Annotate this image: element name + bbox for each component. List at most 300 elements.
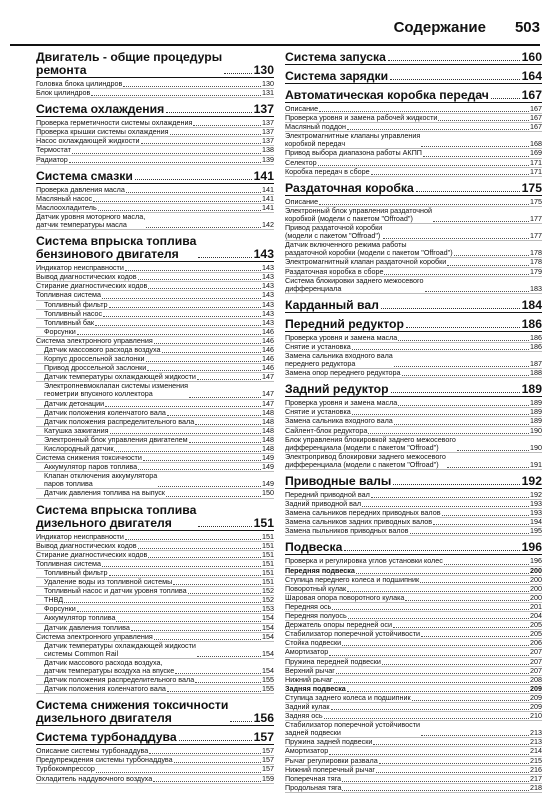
section-title-row[interactable] xyxy=(36,504,274,530)
entry-title: Форсунки xyxy=(44,604,76,614)
dot-leader xyxy=(457,450,529,451)
entry-title: Система блокировки заднего межосевого дифференциала xyxy=(285,275,424,293)
section-title-row[interactable] xyxy=(285,70,542,83)
toc-entry[interactable] xyxy=(36,587,274,596)
entry-page-number: 143 xyxy=(262,317,274,327)
toc-column-right xyxy=(285,51,542,798)
section-title: Двигатель - общие процедуры ремонта xyxy=(36,50,223,77)
section-title-row[interactable] xyxy=(36,170,274,183)
entry-title: Коробка передач в сборе xyxy=(285,166,370,176)
toc-entry[interactable] xyxy=(36,489,274,498)
entry-title: Передняя полуось xyxy=(285,611,347,621)
dot-leader xyxy=(390,79,520,80)
entry-title: Датчик температуры охлаждающей жидкости системы Common Rail xyxy=(44,640,196,658)
dot-leader xyxy=(224,73,252,74)
entry-title: Электромагнитный клапан раздаточной коробки xyxy=(285,257,447,267)
entry-page-number: 206 xyxy=(530,638,542,648)
toc-entry[interactable] xyxy=(285,207,542,224)
toc-entry[interactable] xyxy=(285,775,542,784)
entry-page-number: 178 xyxy=(530,248,542,258)
section-title-row[interactable] xyxy=(285,51,542,64)
entry-title: Передняя подвеска xyxy=(285,565,355,575)
section-page-number: 141 xyxy=(253,168,274,183)
toc-column-left xyxy=(36,51,274,789)
entry-title: Проверка герметичности системы охлаждения xyxy=(36,118,193,128)
entry-page-number: 143 xyxy=(262,290,274,300)
dot-leader xyxy=(410,533,530,534)
entry-title: Электропневмоклапан системы изменения геометрии впускного коллектора xyxy=(44,381,189,399)
dot-leader xyxy=(131,630,261,631)
entry-page-number: 192 xyxy=(530,490,542,499)
entry-page-number: 186 xyxy=(530,341,542,351)
entry-page-number: 147 xyxy=(262,372,274,382)
dot-leader xyxy=(421,735,529,736)
dot-leader xyxy=(198,257,251,258)
entry-page-number: 151 xyxy=(262,540,274,550)
section-page-number: 164 xyxy=(521,69,542,83)
entry-title: Стойка подвески xyxy=(285,638,342,648)
entry-page-number: 208 xyxy=(530,674,542,684)
dot-leader xyxy=(394,366,529,367)
section-page-number: 184 xyxy=(521,297,542,312)
entry-title: Охладитель наддувочного воздуха xyxy=(36,773,153,783)
dot-leader xyxy=(444,564,529,565)
toc-entry[interactable] xyxy=(36,213,274,230)
toc-entry[interactable] xyxy=(285,527,542,536)
section-page-number: 186 xyxy=(521,316,542,331)
section-title: Система снижения токсичности дизельного двигателя xyxy=(36,698,229,726)
dot-leader xyxy=(193,125,261,126)
section-title: Система турбонаддува xyxy=(36,730,177,745)
toc-entry[interactable] xyxy=(36,156,274,165)
section-page-number: 143 xyxy=(253,247,274,262)
dot-leader xyxy=(102,298,261,299)
section-title-row[interactable] xyxy=(36,103,274,116)
section-heading xyxy=(285,475,542,489)
toc-entry[interactable] xyxy=(36,685,274,694)
dot-leader xyxy=(412,700,529,701)
toc-entry[interactable] xyxy=(36,659,274,676)
section-title-row[interactable] xyxy=(36,51,274,77)
toc-entry[interactable] xyxy=(285,703,542,712)
entry-page-number: 141 xyxy=(262,202,274,212)
dot-leader xyxy=(167,691,261,692)
dot-leader xyxy=(394,424,529,425)
dot-leader xyxy=(138,548,261,549)
dot-leader xyxy=(393,627,529,628)
section-title-row[interactable] xyxy=(285,299,542,312)
section-title-row[interactable] xyxy=(36,699,274,725)
entry-page-number: 209 xyxy=(530,683,542,693)
entry-title: Проверка уровня и замена рабочей жидкости xyxy=(285,113,438,123)
entry-page-number: 189 xyxy=(530,398,542,408)
entry-page-number: 139 xyxy=(262,154,274,164)
dot-leader xyxy=(143,460,261,461)
section-title: Система охлаждения xyxy=(36,102,165,117)
toc-entry[interactable] xyxy=(285,721,542,738)
entry-page-number: 154 xyxy=(262,665,274,675)
toc-entry[interactable] xyxy=(36,472,274,489)
dot-leader xyxy=(197,656,261,657)
entry-page-number: 207 xyxy=(530,647,542,657)
entry-title: Держатель опоры передней оси xyxy=(285,620,392,630)
section-title: Система запуска xyxy=(285,50,386,64)
entry-title: Предупреждения системы турбонаддува xyxy=(36,755,173,765)
entry-page-number: 137 xyxy=(262,136,274,146)
dot-leader xyxy=(398,405,529,406)
section-title-row[interactable] xyxy=(285,541,542,554)
entry-page-number: 216 xyxy=(530,764,542,774)
entry-page-number: 187 xyxy=(530,359,542,369)
entry-page-number: 130 xyxy=(262,79,274,88)
section-title-row[interactable] xyxy=(285,318,542,331)
entry-page-number: 189 xyxy=(530,407,542,417)
dot-leader xyxy=(447,265,529,266)
dot-leader xyxy=(77,611,261,612)
dot-leader xyxy=(77,334,261,335)
entry-page-number: 143 xyxy=(262,308,274,318)
entry-page-number: 141 xyxy=(262,184,274,194)
dot-leader xyxy=(138,279,261,280)
entry-title: Пружина задней подвески xyxy=(285,737,373,747)
entry-page-number: 148 xyxy=(262,416,274,426)
dot-leader xyxy=(433,524,529,525)
dot-leader xyxy=(342,781,529,782)
entry-title: Корпус дроссельной заслонки xyxy=(44,354,145,364)
toc-section xyxy=(285,70,542,84)
toc-entry[interactable] xyxy=(285,149,542,158)
entry-page-number: 143 xyxy=(262,281,274,291)
dot-leader xyxy=(173,584,261,585)
toc-entry[interactable] xyxy=(36,382,274,399)
toc-entry[interactable] xyxy=(285,168,542,177)
toc-entry[interactable] xyxy=(285,369,542,378)
entry-title: Описание xyxy=(285,196,319,206)
entry-title: Нижний поперечный рычаг xyxy=(285,764,375,774)
entry-title: Задняя ось xyxy=(285,711,323,721)
entry-page-number: 143 xyxy=(262,299,274,309)
entry-title: Привод выбора диапазона работы АКПП xyxy=(285,148,422,158)
dot-leader xyxy=(347,129,529,130)
entry-page-number: 200 xyxy=(530,565,542,575)
entry-title: Поворотный кулак xyxy=(285,583,347,593)
toc-section xyxy=(36,103,274,164)
entry-title: Поперечная тяга xyxy=(285,773,342,783)
dot-leader xyxy=(491,98,520,99)
dot-leader xyxy=(383,238,529,239)
dot-leader xyxy=(348,618,529,619)
entry-page-number: 149 xyxy=(262,462,274,472)
section-title: Приводные валы xyxy=(285,474,392,488)
entry-title: Датчик положения коленчатого вала xyxy=(44,684,166,694)
entry-title: Форсунки xyxy=(44,326,76,336)
dot-leader xyxy=(442,515,529,516)
dot-leader xyxy=(398,340,529,341)
entry-title: Электронный блок управления раздаточной коробкой (модели с пакетом "Offroad") xyxy=(285,205,433,223)
dot-leader xyxy=(147,370,261,371)
section-page-number: 192 xyxy=(521,474,542,488)
entry-page-number: 205 xyxy=(530,620,542,630)
entry-title: Маслоохладитель xyxy=(36,202,97,212)
entry-page-number: 171 xyxy=(530,166,542,176)
entry-title: Амортизатор xyxy=(285,746,329,756)
dot-leader xyxy=(64,602,261,603)
entry-page-number: 195 xyxy=(530,526,542,536)
entry-title: Датчик уровня моторного масла, датчик температуры масла xyxy=(36,211,146,230)
entry-page-number: 193 xyxy=(530,499,542,509)
section-page-number: 189 xyxy=(521,382,542,397)
entry-title: Замена пыльников приводных валов xyxy=(285,526,409,536)
entry-title: Замена опор переднего редуктора xyxy=(285,368,401,378)
entry-title: Проверка давления масла xyxy=(36,184,125,194)
dot-leader xyxy=(135,179,252,180)
entry-page-number: 157 xyxy=(262,746,274,756)
entry-page-number: 189 xyxy=(530,416,542,426)
entry-title: Проверка уровня и замена масла xyxy=(285,398,398,408)
section-page-number: 160 xyxy=(521,50,542,64)
dot-leader xyxy=(433,221,529,222)
entry-title: Датчик включенного режима работы раздаточной коробки (модели с пакетом "Offroad") xyxy=(285,240,453,258)
entry-title: Замена сальников задних приводных валов xyxy=(285,517,433,527)
dot-leader xyxy=(146,227,261,228)
entry-title: Нижний рычаг xyxy=(285,674,333,684)
entry-title: Топливный бак xyxy=(44,317,94,327)
entry-page-number: 155 xyxy=(262,684,274,694)
entry-title: Удаление воды из топливной системы xyxy=(44,577,173,587)
entry-page-number: 218 xyxy=(530,782,542,792)
entry-title: Электропривод блокировки заднего межосевого дифференциала (модели с пакетом "Offroad") xyxy=(285,451,446,469)
entry-title: Термостат xyxy=(36,145,71,155)
entry-title: Топливный насос и датчик уровня топлива xyxy=(44,586,187,596)
entry-page-number: 137 xyxy=(262,127,274,137)
toc-entry[interactable] xyxy=(285,132,542,149)
entry-title: Датчик массового расхода воздуха, датчик температуры воздуха на впуске xyxy=(44,657,175,675)
toc-entry[interactable] xyxy=(36,642,274,659)
entry-page-number: 151 xyxy=(262,549,274,559)
toc-entry[interactable] xyxy=(285,784,542,793)
section-page-number: 156 xyxy=(253,711,274,726)
toc-entry[interactable] xyxy=(36,137,274,146)
entry-page-number: 200 xyxy=(530,592,542,602)
entry-title: Селектор xyxy=(285,157,317,167)
dot-leader xyxy=(319,204,529,205)
toc-entry[interactable] xyxy=(36,775,274,784)
dot-leader xyxy=(166,112,251,113)
section-heading xyxy=(36,504,274,531)
toc-entry[interactable] xyxy=(285,224,542,241)
dot-leader xyxy=(420,582,529,583)
section-title-row[interactable] xyxy=(36,731,274,744)
entry-title: Верхний рычаг xyxy=(285,665,335,675)
entry-title: Датчик положения коленчатого вала xyxy=(44,407,166,417)
section-heading xyxy=(36,103,274,117)
dot-leader xyxy=(174,762,261,763)
entry-title: ТНВД xyxy=(44,595,64,605)
dot-leader xyxy=(167,415,261,416)
section-title: Система впрыска топлива дизельного двигателя xyxy=(36,502,197,530)
dot-leader xyxy=(381,308,520,309)
entry-page-number: 209 xyxy=(530,692,542,702)
dot-leader xyxy=(347,591,529,592)
entry-title: Датчик массового расхода воздуха xyxy=(44,344,161,354)
entry-page-number: 200 xyxy=(530,583,542,593)
entry-title: Передний приводной вал xyxy=(285,490,370,499)
dot-leader xyxy=(368,433,529,434)
entry-page-number: 149 xyxy=(262,479,274,489)
dot-leader xyxy=(114,451,261,452)
section-page-number: 196 xyxy=(521,540,542,555)
entry-page-number: 143 xyxy=(262,272,274,282)
entry-title: Стирание диагностических кодов xyxy=(36,281,148,291)
toc-section xyxy=(285,89,542,177)
entry-page-number: 178 xyxy=(530,257,542,267)
section-heading xyxy=(285,541,542,555)
section-heading xyxy=(285,299,542,313)
entry-title: Рычаг регулировки развала xyxy=(285,755,378,765)
dot-leader xyxy=(379,763,529,764)
entry-page-number: 150 xyxy=(262,488,274,498)
dot-leader xyxy=(116,621,261,622)
dot-leader xyxy=(371,497,529,498)
toc-entry[interactable] xyxy=(285,352,542,369)
section-page-number: 167 xyxy=(521,88,542,102)
section-heading xyxy=(285,383,542,397)
entry-page-number: 151 xyxy=(262,531,274,541)
toc-entry[interactable] xyxy=(285,436,542,453)
entry-page-number: 148 xyxy=(262,425,274,435)
toc-entry[interactable] xyxy=(285,453,542,470)
entry-page-number: 146 xyxy=(262,335,274,345)
section-heading xyxy=(285,89,542,103)
dot-leader xyxy=(148,557,261,558)
entry-title: Снятие и установка xyxy=(285,407,351,417)
dot-leader xyxy=(405,600,529,601)
dot-leader xyxy=(98,210,261,211)
section-title-row[interactable] xyxy=(285,383,542,396)
entry-page-number: 151 xyxy=(262,567,274,577)
entry-page-number: 152 xyxy=(262,595,274,605)
dot-leader xyxy=(421,146,529,147)
entry-title: Аккумулятор паров топлива xyxy=(44,462,138,472)
entry-title: Датчик температуры охлаждающей жидкости xyxy=(44,372,196,382)
dot-leader xyxy=(331,709,529,710)
entry-title: Система электронного управления xyxy=(36,631,153,641)
entry-title: Вывод диагностических кодов xyxy=(36,540,137,550)
dot-leader xyxy=(416,191,520,192)
dot-leader xyxy=(154,639,261,640)
entry-title: Индикатор неисправности xyxy=(36,263,124,273)
section-heading xyxy=(36,235,274,262)
dot-leader xyxy=(138,469,261,470)
page-title: Содержание xyxy=(393,19,486,36)
entry-page-number: 143 xyxy=(262,263,274,273)
section-title: Система впрыска топлива бензинового двигателя xyxy=(36,234,197,262)
entry-page-number: 149 xyxy=(262,453,274,463)
entry-page-number: 210 xyxy=(530,711,542,721)
section-title-row[interactable] xyxy=(36,235,274,261)
entry-page-number: 148 xyxy=(262,434,274,444)
entry-page-number: 154 xyxy=(262,613,274,623)
section-title: Подвеска xyxy=(285,540,343,555)
entry-title: Датчик положения распределительного вала xyxy=(44,675,195,685)
toc-entry[interactable] xyxy=(36,89,274,98)
entry-page-number: 157 xyxy=(262,755,274,765)
section-title: Задний редуктор xyxy=(285,382,389,397)
section-title-row[interactable] xyxy=(285,475,542,488)
section-heading xyxy=(36,51,274,78)
entry-title: Замена сальника входного вала переднего редуктора xyxy=(285,350,393,369)
toc-section xyxy=(36,731,274,783)
entry-page-number: 186 xyxy=(530,332,542,342)
dot-leader xyxy=(447,467,529,468)
dot-leader xyxy=(391,392,520,393)
entry-page-number: 141 xyxy=(262,193,274,203)
dot-leader xyxy=(95,325,261,326)
dot-leader xyxy=(324,718,529,719)
entry-title: Катушка зажигания xyxy=(44,425,109,435)
toc-section xyxy=(36,170,274,230)
entry-title: Задний кулак xyxy=(285,701,330,711)
entry-page-number: 190 xyxy=(530,425,542,435)
section-title: Система смазки xyxy=(36,168,133,183)
entry-title: Датчик детонации xyxy=(44,398,105,408)
dot-leader xyxy=(454,255,529,256)
entry-title: Индикатор неисправности xyxy=(36,531,124,541)
entry-page-number: 138 xyxy=(262,145,274,155)
dot-leader xyxy=(158,486,261,487)
section-heading xyxy=(36,170,274,184)
toc-entry[interactable] xyxy=(285,277,542,294)
dot-leader xyxy=(336,673,529,674)
dot-leader xyxy=(402,375,529,376)
entry-page-number: 153 xyxy=(262,604,274,614)
entry-page-number: 177 xyxy=(530,213,542,223)
entry-title: Топливная система xyxy=(36,558,101,568)
toc-entry[interactable] xyxy=(285,241,542,258)
entry-title: Проверка уровня и замена масла xyxy=(285,332,398,342)
toc-section xyxy=(36,235,274,498)
section-title-row[interactable] xyxy=(285,182,542,195)
dot-leader xyxy=(319,111,529,112)
toc-section xyxy=(36,51,274,98)
dot-leader xyxy=(146,361,261,362)
dot-leader xyxy=(126,192,261,193)
entry-title: Задний приводной вал xyxy=(285,499,362,509)
entry-page-number: 146 xyxy=(262,354,274,364)
dot-leader xyxy=(154,343,261,344)
section-title-row[interactable] xyxy=(285,89,542,102)
entry-page-number: 214 xyxy=(530,746,542,756)
entry-title: Раздаточная коробка в сборе xyxy=(285,266,384,276)
toc-section xyxy=(285,318,542,378)
dot-leader xyxy=(125,270,261,271)
entry-title: Стирание диагностических кодов xyxy=(36,549,148,559)
dot-leader xyxy=(352,414,529,415)
section-heading xyxy=(285,182,542,196)
dot-leader xyxy=(393,484,519,485)
entry-page-number: 151 xyxy=(262,577,274,587)
entry-title: Датчик давления топлива xyxy=(44,622,130,632)
section-title: Передний редуктор xyxy=(285,316,404,331)
dot-leader xyxy=(69,162,261,163)
entry-page-number: 175 xyxy=(530,196,542,206)
toc-section xyxy=(285,541,542,792)
dot-leader xyxy=(373,744,529,745)
entry-title: Насос охлаждающей жидкости xyxy=(36,136,140,146)
entry-title: Топливный фильтр xyxy=(44,299,108,309)
entry-title: Описание системы турбонаддува xyxy=(36,746,149,756)
toc-entry[interactable] xyxy=(36,146,274,155)
